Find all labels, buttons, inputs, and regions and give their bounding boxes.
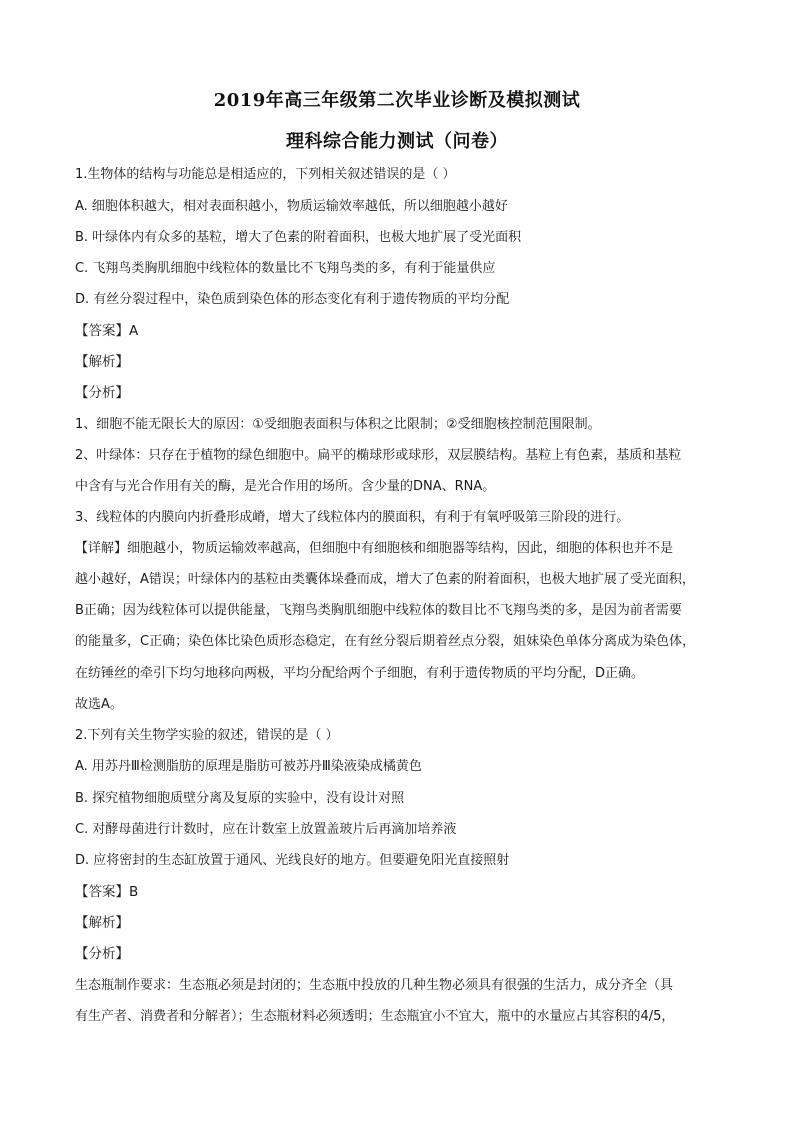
analysis-line: 2、叶绿体：只存在于植物的绿色细胞中。扁平的椭球形或球形，双层膜结构。基粒上有色素，基质和基粒	[75, 448, 682, 463]
explanation-heading: 【解析】	[75, 354, 129, 370]
detail-line: 越小越好，A错误；叶绿体内的基粒由类囊体垛叠而成，增大了色素的附着面积，也极大地扩展了受光面积，	[75, 572, 695, 587]
explanation-heading: 【解析】	[75, 915, 129, 931]
analysis-line: 有生产者、消费者和分解者）；生态瓶材料必须透明；生态瓶宜小不宜大，瓶中的水量应占其容积的4/5，	[75, 1009, 675, 1024]
analysis-line: 中含有与光合作用有关的酶，是光合作用的场所。含少量的DNA、RNA。	[75, 479, 496, 494]
question-1-option-a: A. 细胞体积越大，相对表面积越小，物质运输效率越低，所以细胞越小越好	[75, 199, 508, 214]
question-1-stem: 1.生物体的结构与功能总是相适应的，下列相关叙述错误的是（ ）	[75, 167, 456, 182]
detail-line: B正确；因为线粒体可以提供能量，飞翔鸟类胸肌细胞中线粒体的数目比不飞翔鸟类的多，是因为前者需要	[75, 603, 682, 618]
analysis-heading: 【分析】	[75, 385, 129, 401]
page-subtitle: 理科综合能力测试（问卷）	[286, 131, 508, 152]
detail-line: 【详解】细胞越小，物质运输效率越高，但细胞中有细胞核和细胞器等结构，因此，细胞的体积也并不是	[75, 541, 674, 556]
question-2-option-b: B. 探究植物细胞质壁分离及复原的实验中，没有设计对照	[75, 791, 405, 806]
question-2-option-a: A. 用苏丹Ⅲ检测脂肪的原理是脂肪可被苏丹Ⅲ染液染成橘黄色	[75, 759, 422, 774]
conclusion-line: 故选A。	[75, 697, 123, 712]
answer-heading: 【答案】A	[75, 323, 139, 339]
page-title: 2019年高三年级第二次毕业诊断及模拟测试	[213, 90, 581, 111]
analysis-line: 生态瓶制作要求：生态瓶必须是封闭的；生态瓶中投放的几种生物必须具有很强的生活力，成分齐全（具	[75, 978, 674, 993]
analysis-line: 1、细胞不能无限长大的原因：①受细胞表面积与体积之比限制；②受细胞核控制范围限制。	[75, 417, 601, 432]
question-1-option-b: B. 叶绿体内有众多的基粒，增大了色素的附着面积，也极大地扩展了受光面积	[75, 230, 522, 245]
question-2-option-c: C. 对酵母菌进行计数时，应在计数室上放置盖玻片后再滴加培养液	[75, 822, 457, 837]
analysis-line: 3、线粒体的内膜向内折叠形成嵴，增大了线粒体内的膜面积，有利于有氧呼吸第三阶段的进行。	[75, 510, 630, 525]
detail-line: 在纺锤丝的牵引下均匀地移向两极，平均分配给两个子细胞，有利于遗传物质的平均分配，D正确。	[75, 666, 645, 681]
analysis-heading: 【分析】	[75, 946, 129, 962]
question-1-option-d: D. 有丝分裂过程中，染色质到染色体的形态变化有利于遗传物质的平均分配	[75, 292, 510, 307]
question-2-stem: 2.下列有关生物学实验的叙述，错误的是（ ）	[75, 728, 339, 743]
answer-heading: 【答案】B	[75, 884, 139, 900]
question-2-option-d: D. 应将密封的生态缸放置于通风、光线良好的地方。但要避免阳光直接照射	[75, 853, 510, 868]
question-1-option-c: C. 飞翔鸟类胸肌细胞中线粒体的数量比不飞翔鸟类的多，有利于能量供应	[75, 261, 496, 276]
detail-line: 的能量多，C正确；染色体比染色质形态稳定，在有丝分裂后期着丝点分裂，姐妹染色单体分离成为染色体，	[75, 634, 696, 649]
